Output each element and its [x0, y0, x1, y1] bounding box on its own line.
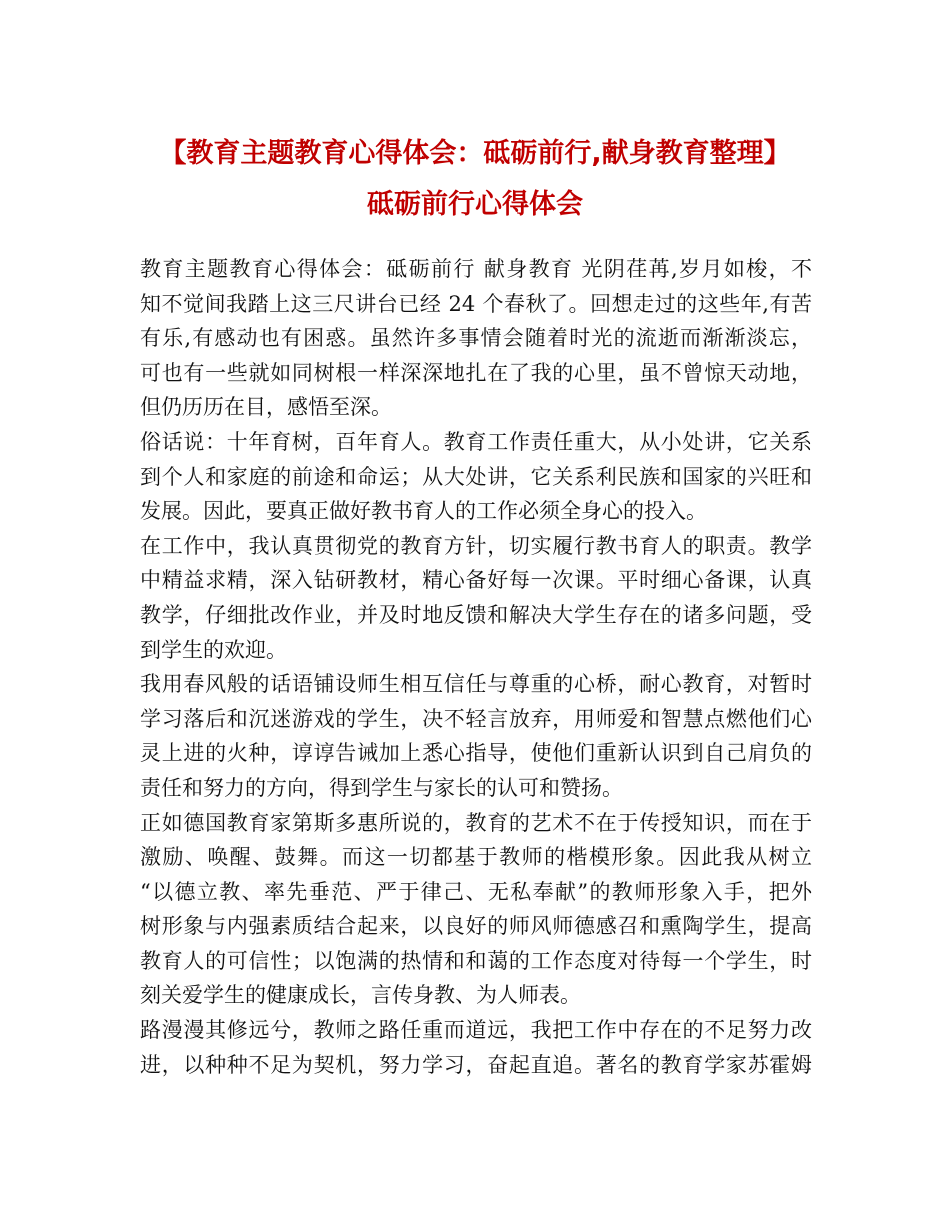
paragraph-4: [140, 667, 812, 805]
text-line: 俗话说：十年育树，百年育人。教育工作责任重大，从小处讲，它关系: [140, 429, 812, 454]
text-line: “以德立教、率先垂范、严于律己、无私奉献”的教师形象入手，把外: [140, 879, 812, 904]
text-line: 路漫漫其修远兮，教师之路任重而道远，我把工作中存在的不足努力改: [140, 1018, 812, 1043]
paragraph-1: [140, 252, 812, 425]
paragraph-2: [140, 425, 812, 529]
text-line: 可也有一些就如同树根一样深深地扎在了我的心里，虽不曾惊天动地，: [140, 360, 812, 385]
text-line: 正如德国教育家第斯多惠所说的，教育的艺术不在于传授知识，而在于: [140, 810, 812, 835]
text-line: 进，以种种不足为契机，努力学习，奋起直追。著名的教育学家苏霍姆: [140, 1052, 812, 1077]
text-line: 知不觉间我踏上这三尺讲台已经 24 个春秋了。回想走过的这些年,有苦: [140, 291, 812, 316]
text-line: 在工作中，我认真贯彻党的教育方针，切实履行教书育人的职责。教学: [140, 533, 812, 558]
text-line: 我用春风般的话语铺设师生相互信任与尊重的心桥，耐心教育，对暂时: [140, 672, 812, 697]
text-line: 教学，仔细批改作业，并及时地反馈和解决大学生存在的诸多问题，受: [140, 602, 812, 627]
title-line-2: 砥砺前行心得体会: [367, 189, 583, 220]
text-line: 但仍历历在目，感悟至深。: [140, 395, 392, 420]
text-line: 树形象与内强素质结合起来，以良好的师风师德感召和熏陶学生，提高: [140, 914, 812, 939]
text-line: 发展。因此，要真正做好教书育人的工作必须全身心的投入。: [140, 499, 707, 524]
title-line-1: 【教育主题教育心得体会：砥砺前行,献身教育整理】: [159, 138, 791, 169]
text-line: 教育主题教育心得体会：砥砺前行 献身教育 光阴荏苒,岁月如梭，不: [140, 257, 812, 281]
text-line: 有乐,有感动也有困惑。虽然许多事情会随着时光的流逝而渐渐淡忘，: [140, 326, 812, 351]
text-line: 学习落后和沉迷游戏的学生，决不轻言放弃，用师爱和智慧点燃他们心: [140, 706, 812, 731]
text-line: 责任和努力的方向，得到学生与家长的认可和赞扬。: [140, 775, 623, 800]
text-line: 灵上进的火种，谆谆告诫加上悉心指导，使他们重新认识到自己肩负的: [140, 741, 812, 766]
paragraph-6: [140, 1013, 812, 1082]
document-body: [140, 252, 812, 1082]
text-line: 到个人和家庭的前途和命运；从大处讲，它关系利民族和国家的兴旺和: [140, 464, 812, 489]
text-line: 到学生的欢迎。: [140, 637, 287, 662]
paragraph-3: [140, 529, 812, 667]
text-line: 激励、唤醒、鼓舞。而这一切都基于教师的楷模形象。因此我从树立: [140, 845, 812, 870]
paragraph-5: [140, 806, 812, 1014]
text-line: 刻关爱学生的健康成长，言传身教、为人师表。: [140, 983, 581, 1008]
document-title: [100, 128, 850, 230]
text-line: 教育人的可信性；以饱满的热情和和蔼的工作态度对待每一个学生，时: [140, 948, 812, 973]
text-line: 中精益求精，深入钻研教材，精心备好每一次课。平时细心备课，认真: [140, 568, 812, 593]
